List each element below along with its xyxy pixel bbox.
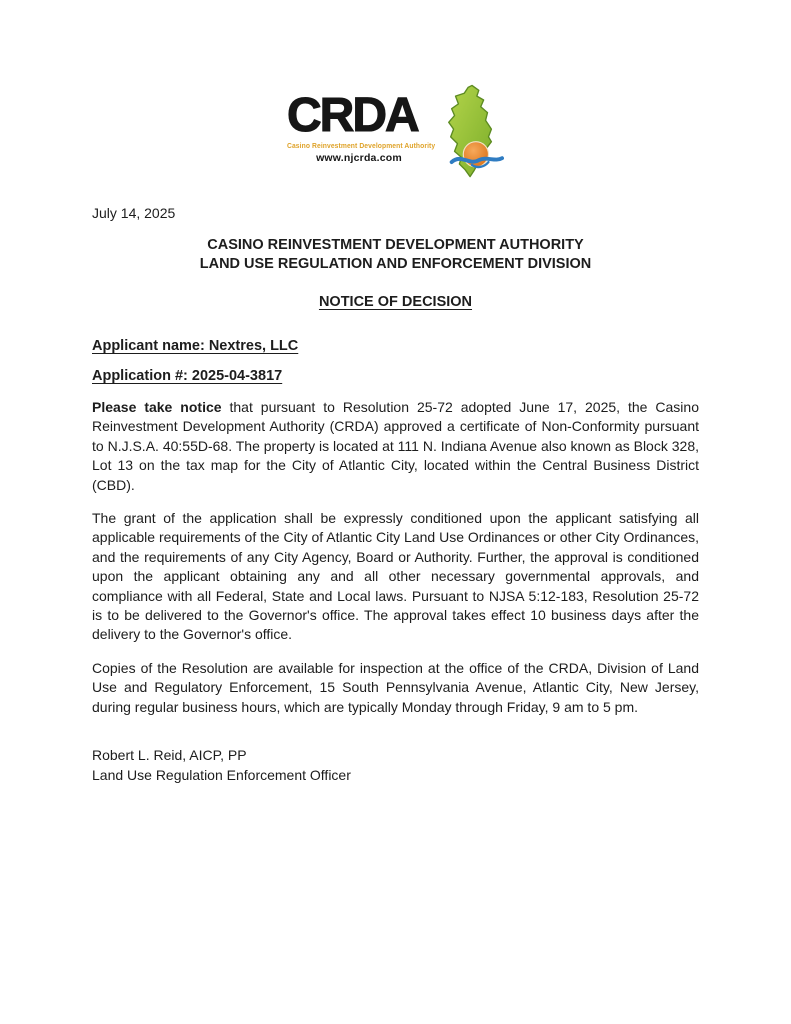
notice-title: NOTICE OF DECISION [318, 294, 473, 310]
crda-logo-acronym: CRDA [287, 89, 418, 142]
application-number-line: Application #: 2025-04-3817 [92, 368, 283, 384]
crda-logo-tagline: Casino Reinvestment Development Authority [287, 141, 436, 151]
applicant-name-line: Applicant name: Nextres, LLC [92, 338, 299, 354]
signature-name: Robert L. Reid, AICP, PP [92, 747, 247, 764]
signature-block [92, 746, 699, 785]
paragraph-conditions: The grant of the application shall be expressly conditioned upon the applicant satisfying all applicable requirements of the City of Atlantic City Land Use Ordinances or other City Ordinances, and the requirements of any City Agency, Board or Authority. Further, the approval is conditioned upon the applicant obtaining any and all other necessary governmental approvals, and compliance with all Federal, State and Local laws. Pursuant to NJSA 5:12-183, Resolution 25-72 is to be delivered to the Governor's office. The approval takes effect 10 business days after the delivery to the Governor's office. [92, 510, 699, 643]
paragraph-notice-rest: that pursuant to Resolution 25-72 adopted June 17, 2025, the Casino Reinvestment Development Authority (CRDA) approved a certificate of Non-Conformity pursuant to N.J.S.A. 40:55D-68. The property is located at 111 N. Indiana Avenue also known as Block 328, Lot 13 on the tax map for the City of Atlantic City, located within the Central Business District (CBD). [92, 399, 699, 493]
new-jersey-state-icon [440, 83, 504, 181]
paragraph-notice [92, 398, 699, 495]
notice-title-row [92, 293, 699, 311]
org-division-line: LAND USE REGULATION AND ENFORCEMENT DIVISION [199, 256, 592, 272]
letter-date: July 14, 2025 [92, 205, 176, 221]
paragraph-notice-lead: Please take notice [92, 399, 222, 415]
crda-logo [0, 0, 791, 181]
letter-body [0, 205, 791, 785]
paragraph-copies: Copies of the Resolution are available for inspection at the office of the CRDA, Division of Land Use and Regulatory Enforcement, 15 South Pennsylvania Avenue, Atlantic City, New Jersey, during regular business hours, which are typically Monday through Friday, 9 am to 5 pm. [92, 659, 699, 715]
signature-title: Land Use Regulation Enforcement Officer [92, 766, 351, 783]
crda-logo-text-block [287, 89, 437, 165]
letterhead-org-block [92, 236, 699, 274]
crda-website-url: www.njcrda.com [316, 152, 402, 165]
org-name-line: CASINO REINVESTMENT DEVELOPMENT AUTHORITY [207, 237, 584, 253]
